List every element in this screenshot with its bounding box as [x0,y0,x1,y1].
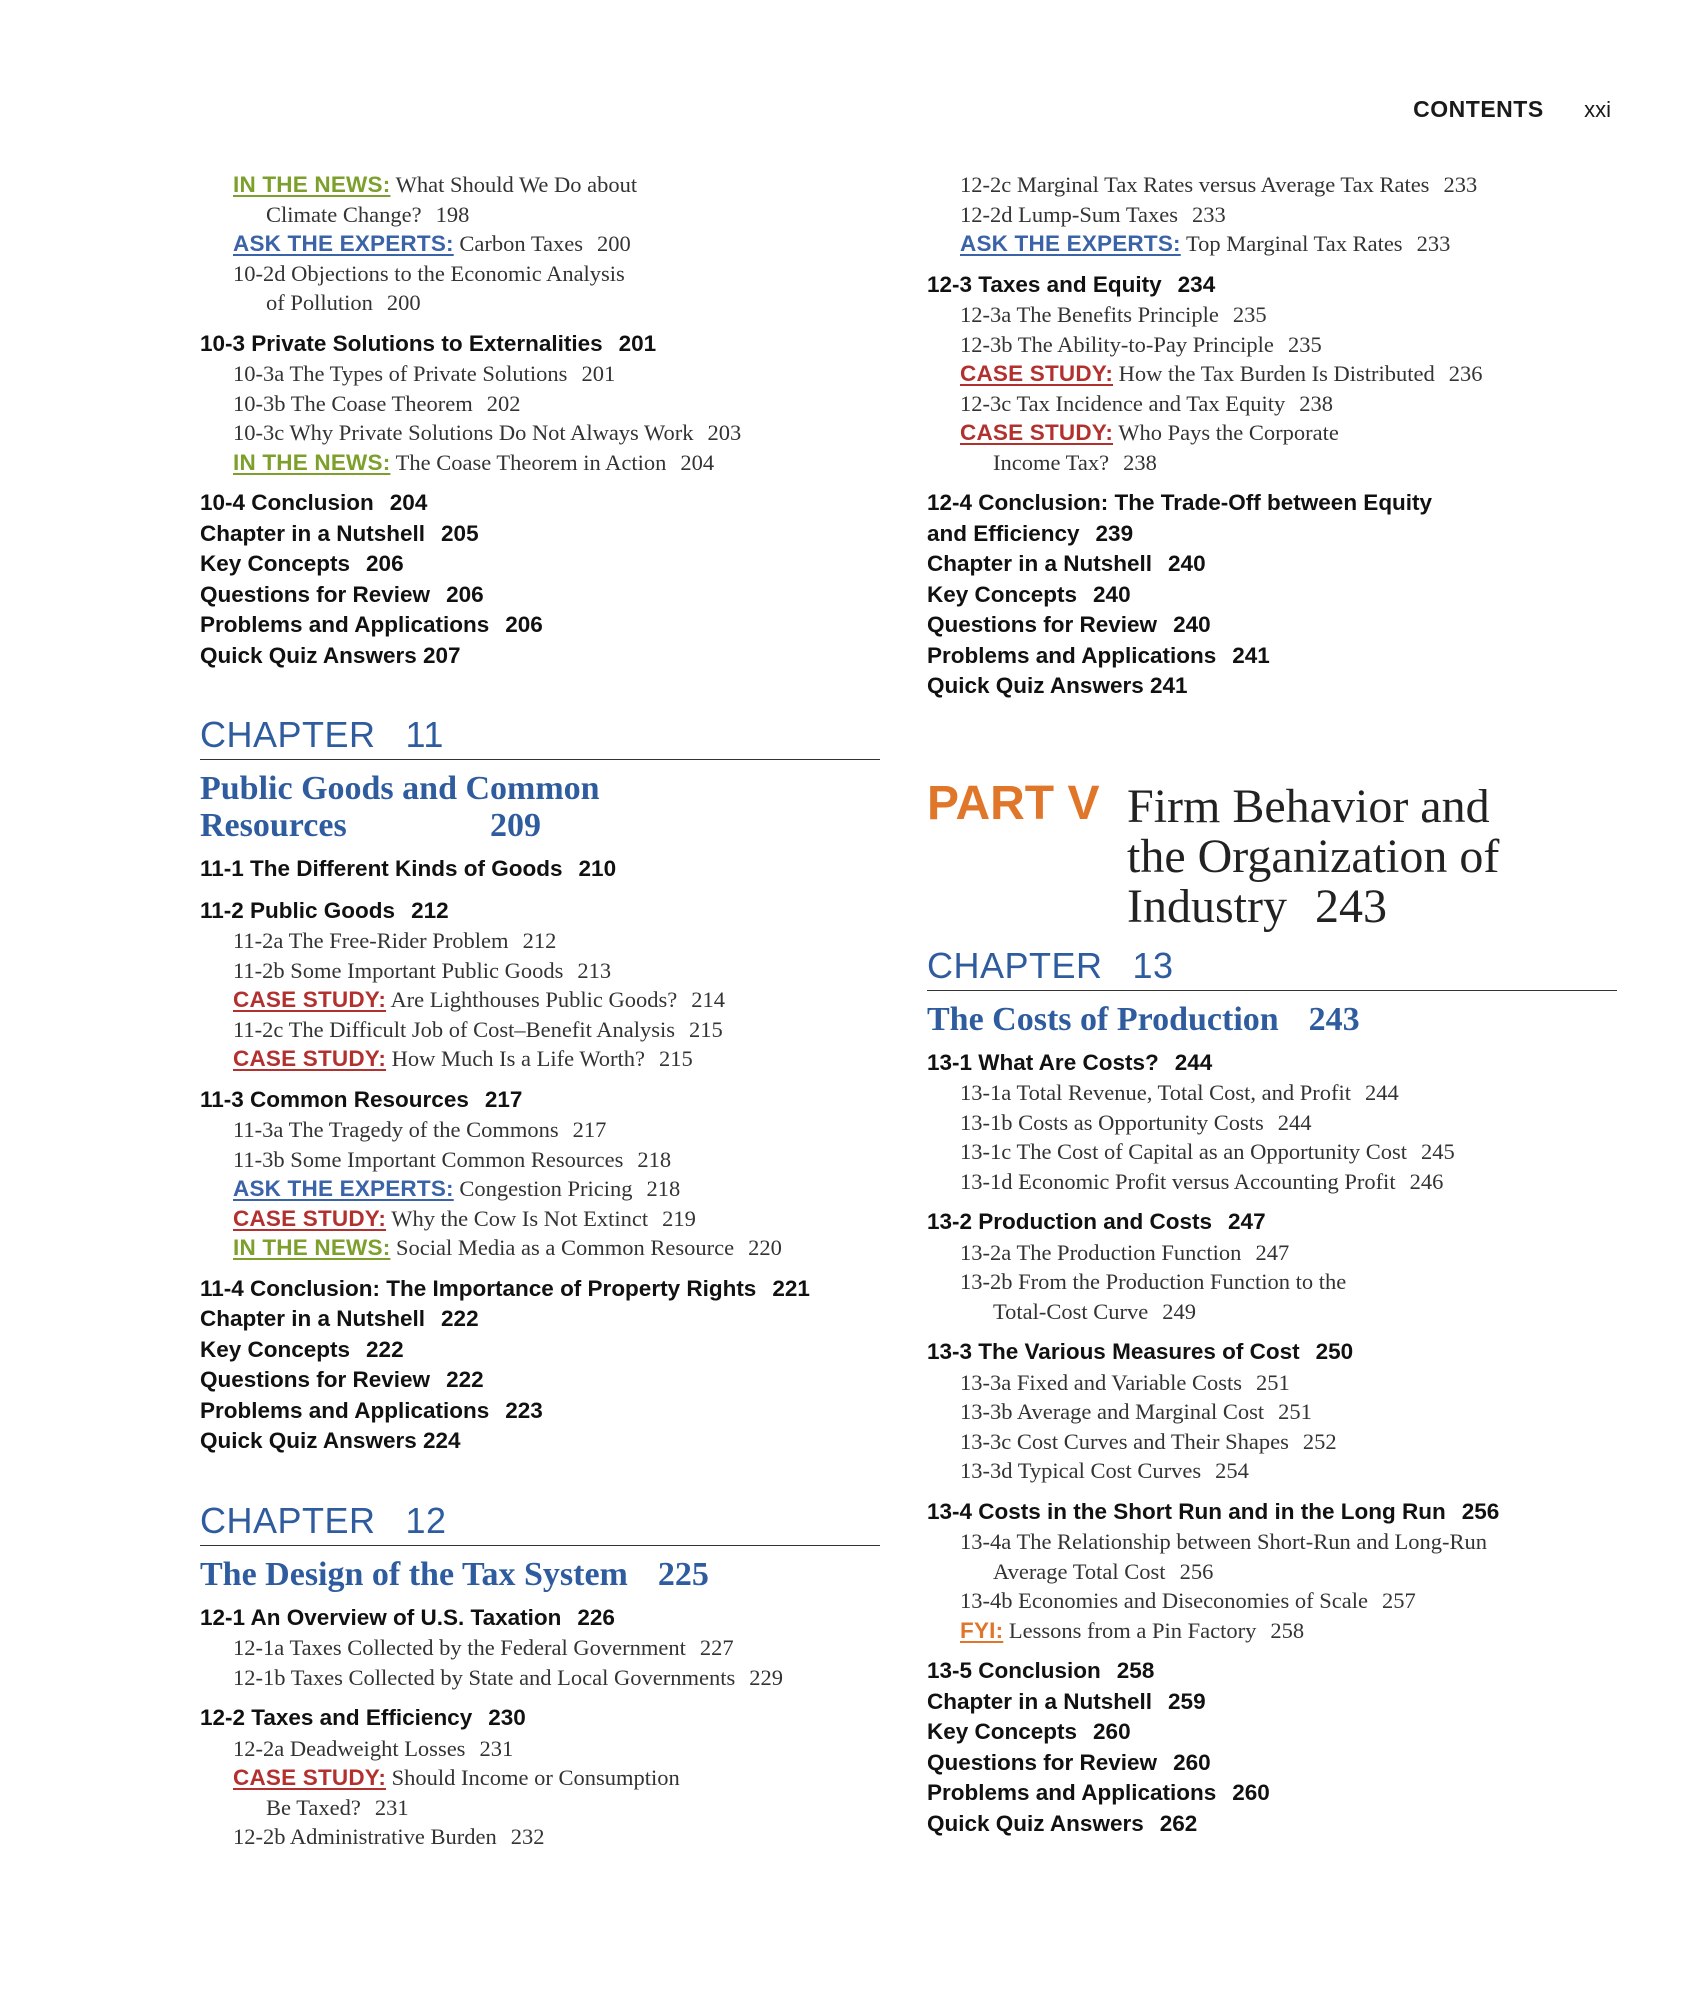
page-number: 236 [1448,361,1483,386]
entry-title: 13-3c Cost Curves and Their Shapes [960,1428,1289,1454]
part-title-line: Industry [1127,879,1287,933]
page-number: 258 [1270,1617,1305,1643]
toc-section-entry[interactable] [927,1337,1617,1368]
entry-title: Problems and Applications [200,1397,490,1423]
entry-title: 13-2a The Production Function [960,1239,1242,1265]
page-number: 214 [691,987,726,1012]
page-number: 212 [411,897,449,923]
page-number: 245 [1421,1139,1455,1164]
entry-title: 13-1d Economic Profit versus Accounting Profit [960,1168,1396,1194]
entry-title: 13-1b Costs as Opportunity Costs [960,1109,1264,1135]
running-head [1413,96,1611,123]
toc-subsection-entry[interactable] [200,1044,880,1074]
chapter-number: 12 [405,1499,447,1541]
toc-section-entry[interactable] [927,671,1617,702]
page-number: 240 [1173,612,1211,637]
page-number: 238 [1123,449,1157,475]
entry-title-continued: Be Taxed? 231 [266,1794,409,1820]
entry-title: 11-2 Public Goods [200,897,396,923]
page-number: 206 [505,612,543,637]
toc-section-entry[interactable] [200,1085,880,1116]
page-number: 227 [699,1635,734,1660]
chapter-title[interactable] [200,770,880,844]
page-number: 218 [637,1146,672,1172]
entry-title: 13-1 What Are Costs? [927,1049,1159,1075]
toc-subsection-entry[interactable] [200,1233,880,1263]
toc-section-entry[interactable] [927,1748,1617,1779]
page-number: 240 [1168,551,1206,576]
toc-subsection-entry[interactable] [200,1822,880,1852]
entry-title: 13-1c The Cost of Capital as an Opportunity Cost [960,1139,1408,1164]
toc-subsection-entry[interactable] [927,1586,1617,1616]
entry-title: 12-2c Marginal Tax Rates versus Average Tax Rates [960,172,1430,197]
page-number: 258 [1116,1658,1155,1683]
toc-subsection-entry[interactable] [200,418,880,448]
toc-section-entry[interactable] [200,610,880,641]
page-number: 260 [1173,1749,1211,1775]
chapter-title-text: The Costs of Production [927,1000,1279,1038]
part-title-line: Firm Behavior and [1127,779,1490,833]
entry-title: 13-2b From the Production Function to the [960,1269,1347,1294]
page-number: 198 [435,201,470,227]
entry-title: 13-3a Fixed and Variable Costs [960,1369,1243,1395]
toc-section-entry[interactable] [200,641,880,672]
feature-tag: CASE STUDY: [960,420,1114,445]
feature-tag: CASE STUDY: [233,1046,387,1071]
page-number: 206 [366,551,404,576]
entry-title: 12-3a The Benefits Principle [960,302,1219,327]
page-number: 244 [1174,1049,1213,1075]
page-number: 256 [1461,1498,1500,1524]
entry-title: 11-2b Some Important Public Goods [233,957,564,983]
page-number: 226 [577,1604,615,1630]
page-number: 241 [1232,642,1270,668]
page-number: 235 [1287,331,1322,357]
feature-tag: ASK THE EXPERTS: [233,1176,454,1201]
entry-title: Chapter in a Nutshell [927,551,1153,576]
chapter-number: 11 [405,714,444,755]
entry-title: 12-4 Conclusion: The Trade-Off between Equity [927,490,1433,515]
entry-title: Why the Cow Is Not Extinct [391,1205,649,1231]
entry-title: 12-2d Lump-Sum Taxes [960,201,1178,227]
toc-section-entry[interactable] [200,1365,880,1396]
toc-section-entry[interactable] [200,1335,880,1366]
toc-subsection-entry[interactable] [927,1137,1617,1167]
toc-list-ch12 [200,1603,880,1852]
chapter-title-page: 225 [657,1555,709,1593]
page-number: 238 [1299,390,1334,416]
toc-section-entry[interactable] [200,1426,880,1457]
toc-subsection-entry[interactable] [200,1763,880,1822]
page-number: 260 [1232,1780,1270,1805]
toc-section-entry[interactable] [927,1497,1617,1528]
feature-tag: IN THE NEWS: [233,1235,391,1260]
entry-title: Lessons from a Pin Factory [1008,1617,1257,1643]
toc-subsection-entry[interactable] [927,1456,1617,1486]
toc-section-entry[interactable] [927,641,1617,672]
toc-subsection-entry[interactable] [200,229,880,259]
entry-title: Key Concepts [200,551,351,576]
page-number: 222 [446,1367,484,1392]
entry-title-continued: Income Tax? 238 [993,449,1157,475]
entry-title: 13-4a The Relationship between Short-Run and Long-Run [960,1529,1487,1554]
entry-title: 13-5 Conclusion [927,1658,1101,1683]
page-number: 200 [386,290,421,315]
chapter-12 [200,1501,880,1852]
page-number: 220 [748,1235,782,1260]
entry-title: 13-3 The Various Measures of Cost [927,1339,1300,1364]
toc-section-entry[interactable] [200,896,880,927]
toc-subsection-entry[interactable] [200,259,880,318]
page-number: 200 [596,231,631,256]
page-number: 215 [689,1016,723,1042]
toc-section-entry[interactable] [927,1207,1617,1238]
toc-section-entry[interactable] [200,1304,880,1335]
page-number: 247 [1255,1239,1290,1265]
toc-subsection-entry[interactable] [927,1397,1617,1427]
toc-section-entry[interactable] [200,519,880,550]
entry-title: 12-3b The Ability-to-Pay Principle [960,331,1274,357]
right-column [927,170,1617,1839]
toc-section-entry[interactable] [200,1274,880,1305]
page-number: 252 [1302,1428,1337,1454]
page-number: 231 [479,1735,514,1761]
feature-tag: IN THE NEWS: [233,449,391,475]
entry-title: 12-2a Deadweight Losses [233,1735,466,1761]
feature-tag: CASE STUDY: [233,1205,387,1231]
entry-title: 13-3d Typical Cost Curves [960,1458,1202,1483]
toc-subsection-entry[interactable] [927,359,1617,389]
page-number: 249 [1162,1298,1197,1324]
page-number: 262 [1159,1810,1198,1836]
toc-section-entry[interactable] [927,270,1617,301]
chapter-label [200,1501,880,1546]
entry-title: Key Concepts [927,581,1078,607]
part-page: 243 [1314,879,1387,933]
entry-title: 13-2 Production and Costs [927,1209,1213,1234]
toc-section-entry[interactable] [927,1048,1617,1079]
page-number: 231 [374,1794,409,1820]
toc-section-entry[interactable] [200,580,880,611]
page-number: 251 [1278,1399,1312,1424]
page-number: 212 [522,928,557,953]
entry-title: How the Tax Burden Is Distributed [1118,361,1435,386]
toc-section-entry[interactable] [927,580,1617,611]
page-number: 221 [772,1275,810,1301]
chapter-13 [927,946,1617,1840]
toc-section-entry[interactable] [200,488,880,519]
entry-title: 10-3 Private Solutions to Externalities [200,330,603,356]
toc-subsection-entry[interactable] [927,1368,1617,1398]
page-number: 205 [441,520,479,546]
page-number: 206 [446,581,484,607]
page-number: 256 [1179,1558,1214,1584]
entry-title: Questions for Review [200,581,431,607]
part-title[interactable] [1127,779,1500,933]
entry-title-continued: Average Total Cost 256 [993,1558,1214,1584]
page-number: 244 [1277,1109,1312,1135]
toc-subsection-entry[interactable] [200,926,880,956]
chapter-label-text: CHAPTER [200,1499,376,1541]
entry-title: Are Lighthouses Public Goods? [390,987,678,1012]
page-number: 260 [1093,1719,1131,1744]
page-number: 233 [1443,172,1478,197]
toc-subsection-entry[interactable] [927,170,1617,200]
page-number: 204 [389,490,428,515]
page-number: 219 [662,1205,696,1231]
entry-title: Questions for Review [927,612,1158,637]
page-number: 233 [1416,231,1451,256]
page-number: 218 [646,1176,681,1201]
page-number: 233 [1192,201,1226,227]
toc-subsection-entry[interactable] [200,1015,880,1045]
toc-subsection-entry[interactable] [927,200,1617,230]
toc-subsection-entry[interactable] [927,1427,1617,1457]
entry-title: 10-4 Conclusion [200,490,374,515]
chapter-title-text: Public Goods and Common Resources [200,770,600,844]
toc-subsection-entry[interactable] [927,300,1617,330]
entry-title: Problems and Applications [927,1780,1217,1805]
running-head-page: xxi [1584,97,1611,122]
toc-subsection-entry[interactable] [927,330,1617,360]
page-number: 247 [1228,1209,1266,1234]
toc-list-ch10-end [200,170,880,671]
toc-subsection-entry[interactable] [200,1115,880,1145]
entry-title: 10-2d Objections to the Economic Analysis [233,260,625,286]
entry-title: 12-1a Taxes Collected by the Federal Government [233,1635,686,1660]
chapter-number: 13 [1132,944,1174,986]
entry-title: Problems and Applications [200,612,490,637]
toc-list-ch11 [200,854,880,1457]
toc-section-entry[interactable] [200,329,880,360]
page-number: 244 [1364,1080,1399,1105]
part-5 [927,776,1617,933]
toc-subsection-entry[interactable] [200,170,880,229]
running-head-title: CONTENTS [1413,96,1544,122]
toc-subsection-entry[interactable] [927,1108,1617,1138]
page-number: 239 [1095,520,1134,546]
entry-title: 10-3b The Coase Theorem [233,390,473,416]
toc-subsection-entry[interactable] [200,956,880,986]
page-number: 259 [1168,1688,1206,1714]
toc-section-entry[interactable] [927,519,1617,550]
page-number: 217 [572,1117,607,1142]
entry-title: Chapter in a Nutshell [200,1306,426,1331]
chapter-11 [200,715,880,1457]
entry-title: 12-2 Taxes and Efficiency [200,1705,473,1730]
toc-subsection-entry[interactable] [200,985,880,1015]
feature-tag: CASE STUDY: [233,1765,387,1790]
entry-title: Quick Quiz Answers 207 [200,642,461,668]
feature-tag: IN THE NEWS: [233,172,391,197]
toc-subsection-entry[interactable] [927,229,1617,259]
entry-title: Quick Quiz Answers 241 [927,673,1188,698]
entry-title-continued: Climate Change? 198 [266,201,470,227]
entry-title: 13-1a Total Revenue, Total Cost, and Profit [960,1080,1351,1105]
page-number: 222 [366,1336,404,1362]
toc-section-entry[interactable] [200,1396,880,1427]
page-number: 250 [1315,1339,1354,1364]
entry-title: 11-3b Some Important Common Resources [233,1146,624,1172]
chapter-title-text: The Design of the Tax System [200,1555,628,1593]
entry-title: Congestion Pricing [459,1176,633,1201]
page-number: 215 [659,1046,693,1071]
toc-subsection-entry[interactable] [927,1527,1617,1586]
entry-title: 11-1 The Different Kinds of Goods [200,856,563,881]
entry-title: 12-2b Administrative Burden [233,1824,497,1849]
page-number: 229 [749,1664,784,1690]
entry-title: 13-4 Costs in the Short Run and in the Long Run [927,1498,1446,1524]
page-number: 246 [1409,1168,1444,1194]
toc-section-entry[interactable] [927,488,1617,519]
toc-subsection-entry[interactable] [200,1174,880,1204]
chapter-title[interactable] [200,1556,880,1593]
toc-section-entry[interactable] [927,610,1617,641]
entry-title: The Coase Theorem in Action [395,449,667,475]
page-number: 201 [618,330,657,356]
page-number: 257 [1382,1588,1416,1613]
feature-tag: ASK THE EXPERTS: [960,231,1181,256]
toc-subsection-entry[interactable] [927,389,1617,419]
toc-section-entry[interactable] [927,549,1617,580]
page-number: 230 [488,1705,526,1730]
entry-title-continued: Total-Cost Curve 249 [993,1298,1197,1324]
entry-title: 13-3b Average and Marginal Cost [960,1399,1265,1424]
page-number: 223 [505,1397,543,1423]
entry-title: Key Concepts [927,1719,1078,1744]
entry-title: 12-1 An Overview of U.S. Taxation [200,1604,562,1630]
chapter-title-page: 243 [1308,1000,1360,1038]
page-number: 232 [510,1824,545,1849]
feature-tag: FYI: [960,1617,1004,1643]
page-number: 222 [441,1306,479,1331]
chapter-label-text: CHAPTER [927,944,1103,986]
entry-title: 10-3c Why Private Solutions Do Not Always Work [233,420,694,445]
toc-subsection-entry[interactable] [200,1204,880,1234]
page-number: 203 [707,420,742,445]
page-number: 251 [1256,1369,1290,1395]
entry-title: Problems and Applications [927,642,1217,668]
entry-title: Chapter in a Nutshell [927,1688,1153,1714]
page-number: 204 [680,449,715,475]
page-number: 234 [1177,271,1216,297]
entry-title: Should Income or Consumption [391,1765,680,1790]
chapter-label [200,715,880,760]
entry-title: Questions for Review [200,1367,431,1392]
toc-section-entry[interactable] [200,1703,880,1734]
toc-subsection-entry[interactable] [200,1145,880,1175]
entry-title: 11-3a The Tragedy of the Commons [233,1117,559,1142]
toc-subsection-entry[interactable] [927,1267,1617,1326]
toc-subsection-entry[interactable] [200,1663,880,1693]
entry-title: Chapter in a Nutshell [200,520,426,546]
toc-subsection-entry[interactable] [927,1238,1617,1268]
entry-title: Quick Quiz Answers 224 [200,1428,461,1453]
chapter-title-page: 209 [490,807,541,844]
part-title-line: the Organization of [1127,829,1500,883]
chapter-label-text: CHAPTER [200,714,376,755]
toc-subsection-entry[interactable] [927,1167,1617,1197]
entry-title: 11-4 Conclusion: The Importance of Property Rights [200,1275,757,1301]
entry-title: 11-2a The Free-Rider Problem [233,928,509,953]
toc-list-ch12-end [927,170,1617,702]
left-column [200,170,880,1852]
toc-section-entry[interactable] [200,549,880,580]
feature-tag: CASE STUDY: [960,361,1114,386]
entry-title: Who Pays the Corporate [1118,420,1339,445]
toc-section-entry[interactable] [927,1778,1617,1809]
page-number: 201 [581,361,616,386]
entry-title: 12-3c Tax Incidence and Tax Equity [960,390,1286,416]
toc-subsection-entry[interactable] [200,1734,880,1764]
toc-section-entry[interactable] [927,1687,1617,1718]
part-label: PART V [927,776,1100,830]
page-number: 240 [1093,581,1131,607]
page-number: 202 [486,390,521,416]
entry-title: 12-3 Taxes and Equity [927,271,1162,297]
page-number: 217 [484,1086,523,1112]
page-number: 213 [577,957,612,983]
entry-title: 11-2c The Difficult Job of Cost–Benefit Analysis [233,1016,676,1042]
toc-section-entry[interactable] [927,1717,1617,1748]
entry-title: and Efficiency [927,520,1080,546]
entry-title: 13-4b Economies and Diseconomies of Scale [960,1588,1369,1613]
entry-title: Quick Quiz Answers [927,1810,1144,1836]
entry-title: 10-3a The Types of Private Solutions [233,361,568,386]
toc-list-ch13 [927,1048,1617,1840]
entry-title: How Much Is a Life Worth? [391,1046,646,1071]
entry-title: 12-1b Taxes Collected by State and Local Governments [233,1664,736,1690]
page-number: 235 [1232,302,1267,327]
feature-tag: CASE STUDY: [233,987,387,1012]
entry-title: Top Marginal Tax Rates [1185,231,1403,256]
entry-title: Social Media as a Common Resource [396,1235,735,1260]
entry-title: 11-3 Common Resources [200,1086,469,1112]
toc-subsection-entry[interactable] [200,448,880,478]
page-number: 254 [1215,1458,1249,1483]
entry-title: What Should We Do about [395,172,638,197]
entry-title: Questions for Review [927,1749,1158,1775]
toc-subsection-entry[interactable] [927,418,1617,477]
chapter-label [927,946,1617,991]
toc-subsection-entry[interactable] [927,1078,1617,1108]
toc-section-entry[interactable] [200,1603,880,1634]
toc-section-entry[interactable] [927,1809,1617,1840]
entry-title: Key Concepts [200,1336,351,1362]
entry-title: Carbon Taxes [459,231,583,256]
chapter-title[interactable] [927,1001,1617,1038]
page-number: 210 [578,856,617,881]
toc-subsection-entry[interactable] [200,359,880,389]
feature-tag: ASK THE EXPERTS: [233,231,454,256]
toc-section-entry[interactable] [927,1656,1617,1687]
toc-subsection-entry[interactable] [200,1633,880,1663]
toc-subsection-entry[interactable] [927,1616,1617,1646]
toc-subsection-entry[interactable] [200,389,880,419]
toc-section-entry[interactable] [200,854,880,885]
entry-title-continued: of Pollution 200 [266,290,421,315]
